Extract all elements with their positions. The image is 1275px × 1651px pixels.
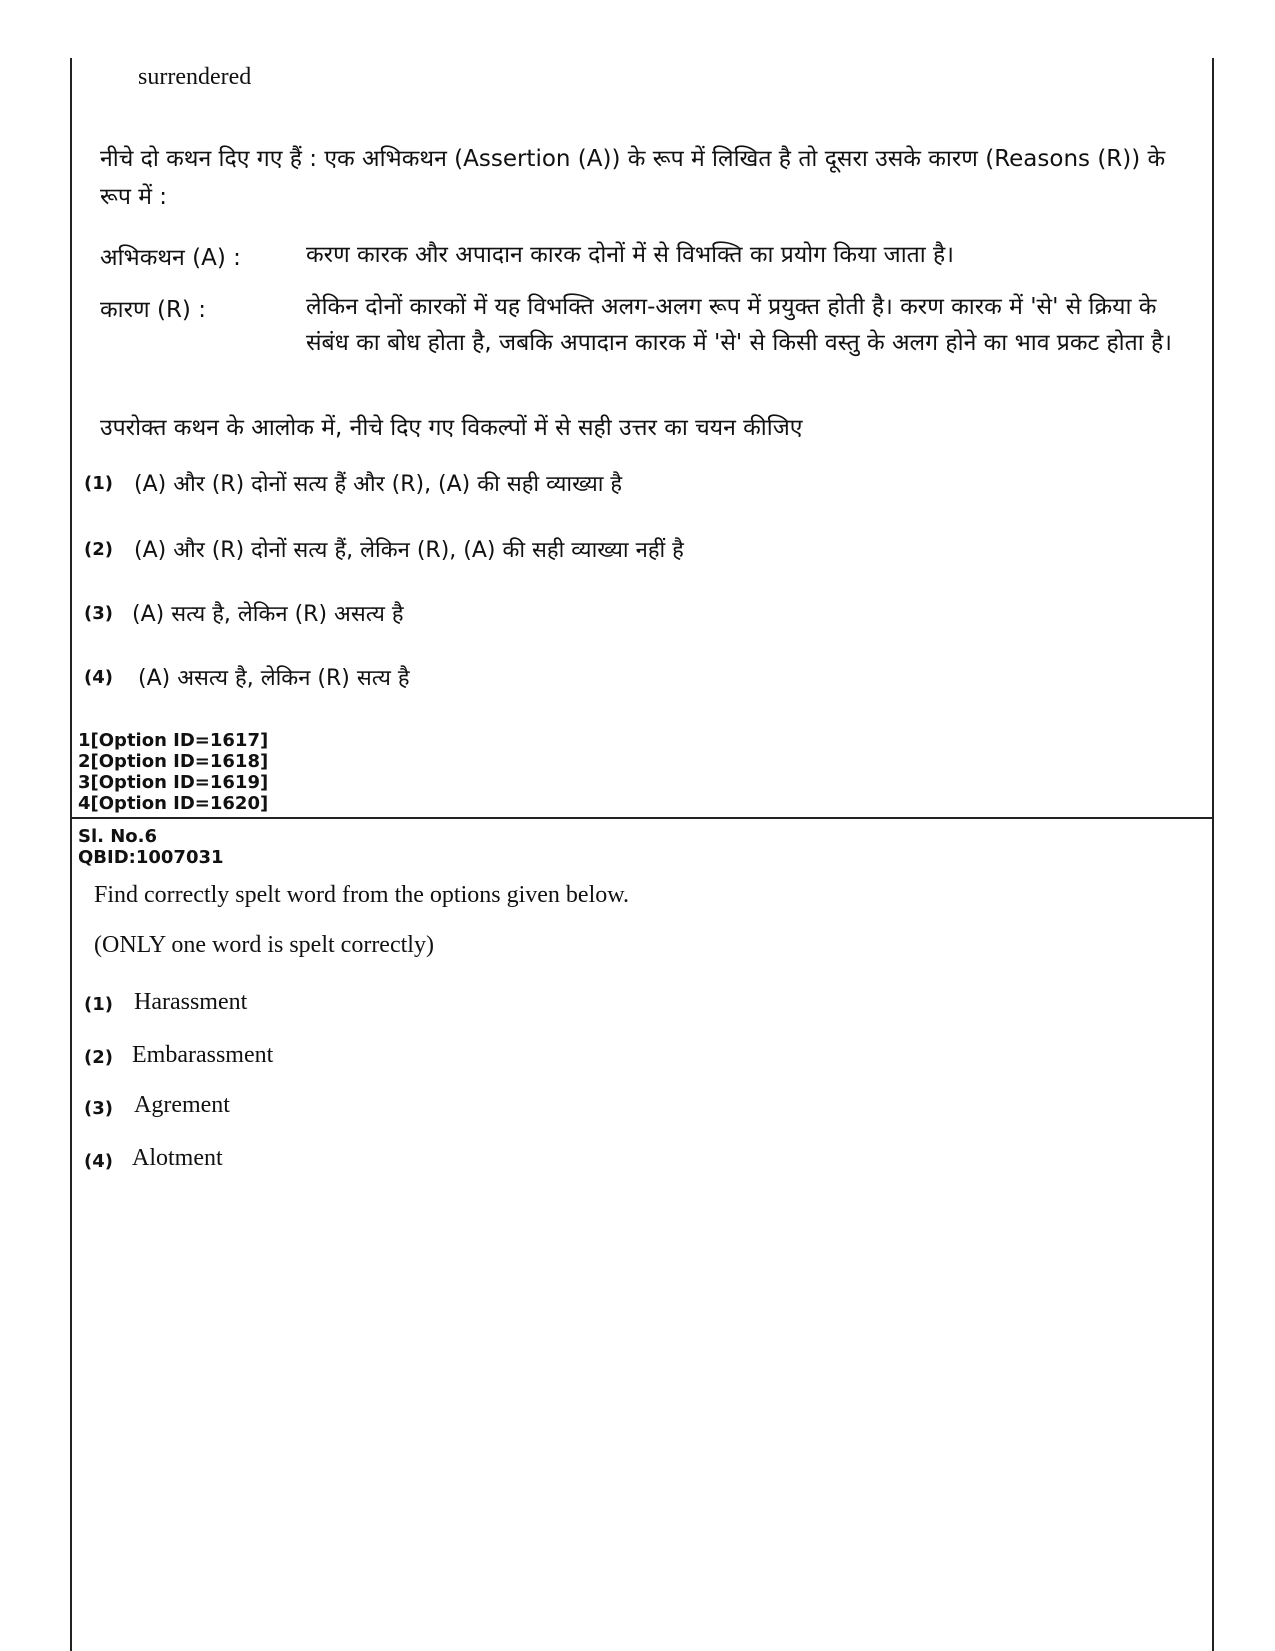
q6-note: (ONLY one word is spelt correctly) [94,932,434,958]
question-divider [70,817,1214,819]
q6-question: Find correctly spelt word from the options given below. [94,882,630,908]
serial-number: Sl. No.6 [78,826,158,847]
q6-option-1-number: (1) [84,994,113,1015]
option-id-2: 2[Option ID=1618] [78,751,269,772]
q6-option-2-text: Embarassment [132,1042,274,1068]
reason-text: लेकिन दोनों कारकों में यह विभक्ति अलग-अलग रूप में प्रयुक्त होती है। करण कारक में 'से' से क्रिया के संबंध का बोध होता है, जबकि अपादान कारक में 'से' से किसी वस्तु के अलग होने का भाव प्रकट होता है। [306,294,1172,356]
assertion-text: करण कारक और अपादान कारक दोनों में से विभक्ति का प्रयोग किया जाता है। [306,242,954,268]
q5-intro: नीचे दो कथन दिए गए हैं : एक अभिकथन (Assertion (A)) के रूप में लिखित है तो दूसरा उसके कारण (Reasons (R)) के रूप में : [100,146,1166,210]
q5-option-3-text: (A) सत्य है, लेकिन (R) असत्य है [132,602,404,627]
assertion-label: अभिकथन (A) : [100,245,241,271]
option-id-1: 1[Option ID=1617] [78,730,269,751]
q5-option-2-text: (A) और (R) दोनों सत्य हैं, लेकिन (R), (A) की सही व्याख्या नहीं है [134,538,684,563]
left-border [70,58,72,1651]
option-id-3: 3[Option ID=1619] [78,772,269,793]
q5-option-2-number: (2) [84,539,113,560]
q5-option-3-number: (3) [84,603,113,624]
q6-option-2-number: (2) [84,1047,113,1068]
q6-option-4-number: (4) [84,1151,113,1172]
q6-option-4-text: Alotment [132,1145,223,1171]
q5-option-1-text: (A) और (R) दोनों सत्य हैं और (R), (A) की सही व्याख्या है [134,472,623,497]
q5-instruction: उपरोक्त कथन के आलोक में, नीचे दिए गए विकल्पों में से सही उत्तर का चयन कीजिए [100,415,803,441]
q6-option-3-number: (3) [84,1098,113,1119]
right-border [1212,58,1214,1651]
q6-option-3-text: Agrement [134,1092,230,1118]
q5-option-4-text: (A) असत्य है, लेकिन (R) सत्य है [138,666,410,691]
q5-option-4-number: (4) [84,667,113,688]
option-id-4: 4[Option ID=1620] [78,793,269,814]
carryover-text: surrendered [138,64,252,90]
question-bank-id: QBID:1007031 [78,847,224,868]
q5-option-1-number: (1) [84,473,113,494]
q6-option-1-text: Harassment [134,989,248,1015]
reason-label: कारण (R) : [100,297,206,323]
